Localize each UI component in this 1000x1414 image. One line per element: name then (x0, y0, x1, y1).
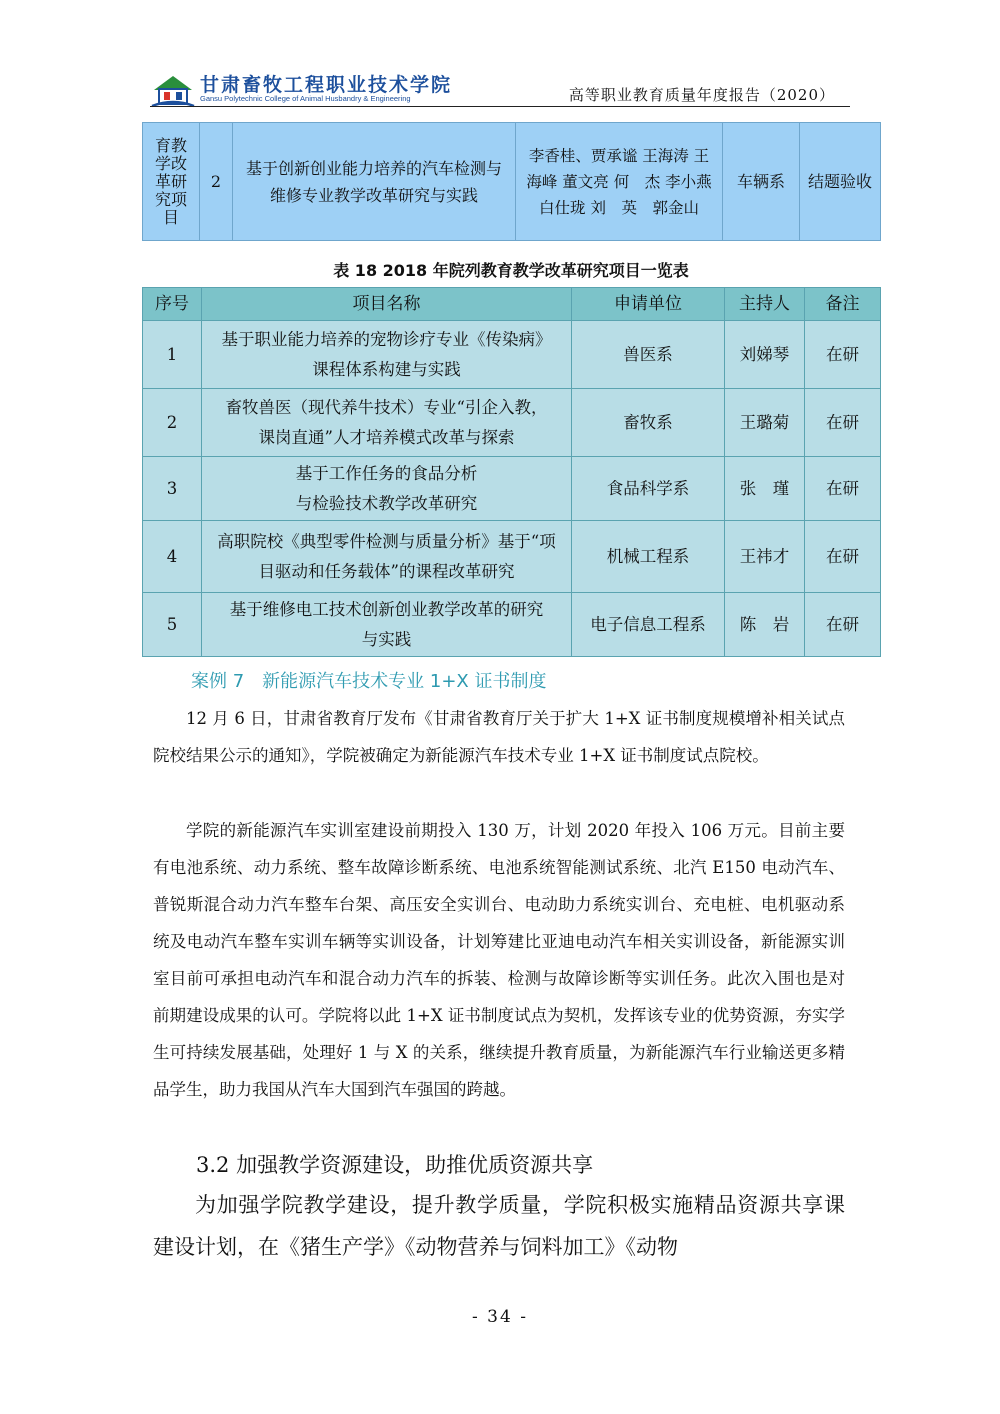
header-host: 主持人 (725, 288, 805, 321)
row-host: 王祎才 (725, 521, 805, 593)
row-note: 在研 (805, 321, 881, 389)
page-number: - 34 - (472, 1307, 528, 1327)
research-project-table (142, 287, 881, 657)
table-row (143, 457, 881, 521)
college-name-cn: 甘肃畜牧工程职业技术学院 (200, 74, 453, 96)
table-row (143, 521, 881, 593)
project-unit: 车辆系 (723, 123, 800, 241)
table-row (143, 593, 881, 657)
case-title: 案例 7 新能源汽车技术专业 1+X 证书制度 (191, 671, 547, 692)
table-row (143, 321, 881, 389)
header-no: 序号 (143, 288, 202, 321)
row-name (202, 321, 572, 389)
name-line-2: 课岗直通”人才培养模式改革与探索 (258, 427, 515, 447)
college-logo-icon (150, 72, 196, 108)
name-line-1: 基于工作任务的食品分析 (295, 463, 478, 483)
project-status: 结题验收 (800, 123, 881, 241)
row-no: 4 (143, 521, 202, 593)
case-paragraph-1: 12 月 6 日，甘肃省教育厅发布《甘肃省教育厅关于扩大 1+X 证书制度规模增补相关试点院校结果公示的通知》，学院被确定为新能源汽车技术专业 1+X 证书制度试点院校。 (153, 709, 845, 765)
row-unit: 机械工程系 (572, 521, 725, 593)
row-host: 刘娣琴 (725, 321, 805, 389)
college-name-en: Gansu Polytechnic College of Animal Husbandry & Engineering (200, 94, 411, 103)
row-host: 张 瑾 (725, 457, 805, 521)
project-name: 基于创新创业能力培养的汽车检测与维修专业教学改革研究与实践 (233, 123, 516, 241)
header-divider (150, 106, 850, 107)
row-no: 1 (143, 321, 202, 389)
row-name (202, 389, 572, 457)
table-row (143, 389, 881, 457)
row-no: 5 (143, 593, 202, 657)
row-name (202, 457, 572, 521)
header-unit: 申请单位 (572, 288, 725, 321)
name-line-2: 与实践 (361, 629, 412, 649)
name-line-1: 基于职业能力培养的宠物诊疗专业《传染病》 (221, 329, 552, 349)
row-name (202, 521, 572, 593)
row-note: 在研 (805, 457, 881, 521)
header-name: 项目名称 (202, 288, 572, 321)
row-host: 王璐菊 (725, 389, 805, 457)
row-note: 在研 (805, 521, 881, 593)
name-line-2: 课程体系构建与实践 (312, 359, 461, 379)
row-note: 在研 (805, 593, 881, 657)
name-line-2: 与检验技术教学改革研究 (295, 493, 478, 513)
name-line-2: 目驱动和任务载体”的课程改革研究 (258, 561, 515, 581)
row-no: 2 (143, 389, 202, 457)
row-no: 3 (143, 457, 202, 521)
table-header-row (143, 288, 881, 321)
row-unit: 畜牧系 (572, 389, 725, 457)
row-name (202, 593, 572, 657)
name-line-1: 高职院校《典型零件检测与质量分析》基于“项 (217, 531, 556, 551)
row-note: 在研 (805, 389, 881, 457)
section-paragraph: 为加强学院教学建设，提升教学质量，学院积极实施精品资源共享课建设计划，在《猪生产学》《动物营养与饲料加工》《动物 (153, 1193, 845, 1259)
table-row (143, 123, 881, 241)
table-caption: 表 18 2018 年院列教育教学改革研究项目一览表 (333, 261, 689, 280)
header-note: 备注 (805, 288, 881, 321)
report-title: 高等职业教育质量年度报告（2020） (568, 86, 835, 104)
project-members: 李香桂、贾承谧 王海涛 王海峰 董文亮 何 杰 李小燕 白仕珑 刘 英 郭金山 (516, 123, 723, 241)
project-category: 育教学改革研究项目 (154, 135, 187, 227)
name-line-1: 畜牧兽医（现代养牛技术）专业“引企入教， (225, 397, 548, 417)
section-heading: 3.2 加强教学资源建设，助推优质资源共享 (196, 1153, 594, 1177)
row-unit: 食品科学系 (572, 457, 725, 521)
name-line-1: 基于维修电工技术创新创业教学改革的研究 (229, 599, 544, 619)
row-unit: 兽医系 (572, 321, 725, 389)
continued-project-table (142, 122, 881, 241)
row-index: 2 (200, 123, 233, 241)
case-paragraph-2: 学院的新能源汽车实训室建设前期投入 130 万，计划 2020 年投入 106 万元。目前主要有电池系统、动力系统、整车故障诊断系统、电池系统智能测试系统、北汽 E150 电动汽车、普锐斯混合动力汽车整车台架、高压安全实训台、电动助力系统实训台、充电桩、电机驱动系统及电动汽车整车实训车辆等实训设备，计划筹建比亚迪电动汽车相关实训设备，新能源实训室目前可承担电动汽车和混合动力汽车的拆装、检测与故障诊断等实训任务。此次入围也是对前期建设成果的认可。学院将以此 1+X 证书制度试点为契机，发挥该专业的优势资源，夯实学生可持续发展基础，处理好 1 与 X 的关系，继续提升教育质量，为新能源汽车行业输送更多精品学生，助力我国从汽车大国到汽车强国的跨越。 (153, 821, 845, 1099)
row-host: 陈 岩 (725, 593, 805, 657)
project-category-cell (143, 123, 200, 241)
row-unit: 电子信息工程系 (572, 593, 725, 657)
